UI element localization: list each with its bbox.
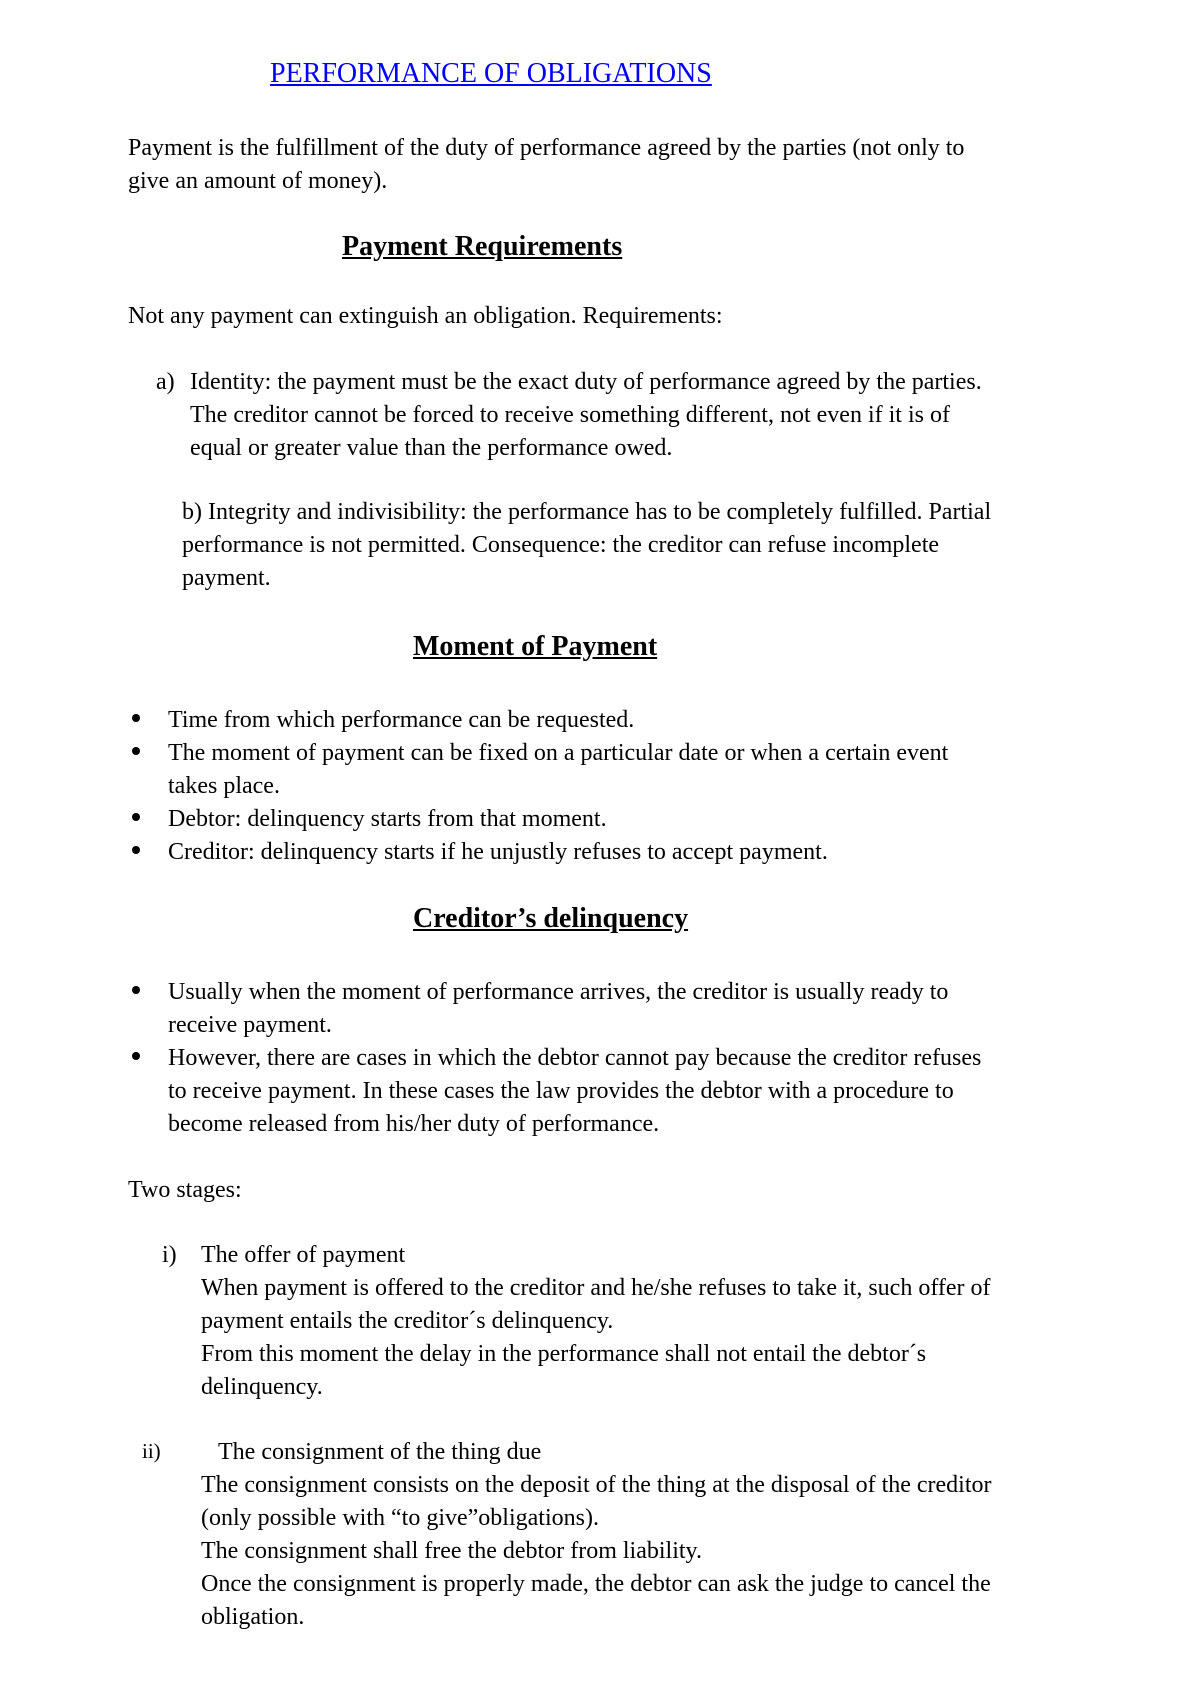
bullet-icon: [132, 747, 140, 755]
stage-i-line-4: delinquency.: [201, 1374, 323, 1400]
bullet-icon: [132, 813, 140, 821]
document-title: PERFORMANCE OF OBLIGATIONS: [270, 58, 712, 89]
heading-moment-of-payment: Moment of Payment: [413, 631, 658, 662]
stage-i-title: The offer of payment: [201, 1242, 406, 1268]
stage-ii-marker: ii): [142, 1439, 161, 1463]
item-a-marker: a): [156, 369, 175, 395]
bullet-icon: [132, 1052, 140, 1060]
item-b-line-1: b) Integrity and indivisibility: the performance has to be completely fulfilled. Partial: [182, 499, 992, 525]
heading-payment-requirements: Payment Requirements: [342, 231, 623, 262]
item-b-line-2: performance is not permitted. Consequence: the creditor can refuse incomplete: [182, 532, 940, 558]
delinquency-bullet-2-line-2: to receive payment. In these cases the law provides the debtor with a procedure to: [168, 1078, 954, 1104]
stage-ii-line-2: (only possible with “to give”obligations).: [201, 1505, 599, 1531]
stage-ii-line-3: The consignment shall free the debtor from liability.: [201, 1538, 702, 1564]
stage-ii-line-1: The consignment consists on the deposit of the thing at the disposal of the creditor: [201, 1472, 992, 1498]
delinquency-bullet-2-line-1: However, there are cases in which the debtor cannot pay because the creditor refuses: [168, 1045, 982, 1071]
moment-bullet-4-line-1: Creditor: delinquency starts if he unjustly refuses to accept payment.: [168, 839, 828, 865]
stage-ii-line-4: Once the consignment is properly made, the debtor can ask the judge to cancel the: [201, 1571, 991, 1597]
heading-creditors-delinquency: Creditor’s delinquency: [413, 903, 689, 934]
moment-bullet-1-line-1: Time from which performance can be requested.: [168, 707, 635, 733]
stage-i-line-3: From this moment the delay in the performance shall not entail the debtor´s: [201, 1341, 927, 1367]
item-a-line-2: The creditor cannot be forced to receive something different, not even if it is of: [190, 402, 950, 428]
delinquency-bullet-1-line-2: receive payment.: [168, 1012, 332, 1038]
moment-bullet-2-line-1: The moment of payment can be fixed on a particular date or when a certain event: [168, 740, 949, 766]
bullet-icon: [132, 986, 140, 994]
requirements-lead: Not any payment can extinguish an obligation. Requirements:: [128, 303, 723, 329]
delinquency-bullet-1-line-1: Usually when the moment of performance arrives, the creditor is usually ready to: [168, 979, 949, 1005]
two-stages-lead: Two stages:: [128, 1177, 242, 1203]
intro-line-2: give an amount of money).: [128, 168, 388, 194]
bullet-icon: [132, 846, 140, 854]
intro-line-1: Payment is the fulfillment of the duty of performance agreed by the parties (not only to: [128, 135, 965, 161]
stage-i-marker: i): [162, 1242, 177, 1268]
stage-ii-line-5: obligation.: [201, 1604, 305, 1630]
moment-bullet-2-line-2: takes place.: [168, 773, 280, 799]
moment-bullet-3-line-1: Debtor: delinquency starts from that moment.: [168, 806, 607, 832]
item-b-line-3: payment.: [182, 565, 271, 591]
delinquency-bullet-2-line-3: become released from his/her duty of performance.: [168, 1111, 660, 1137]
item-a-line-3: equal or greater value than the performance owed.: [190, 435, 673, 461]
stage-i-line-2: payment entails the creditor´s delinquency.: [201, 1308, 614, 1334]
stage-ii-title: The consignment of the thing due: [218, 1439, 542, 1465]
stage-i-line-1: When payment is offered to the creditor and he/she refuses to take it, such offer of: [201, 1275, 991, 1301]
item-a-line-1: Identity: the payment must be the exact duty of performance agreed by the parties.: [190, 369, 982, 395]
bullet-icon: [132, 714, 140, 722]
